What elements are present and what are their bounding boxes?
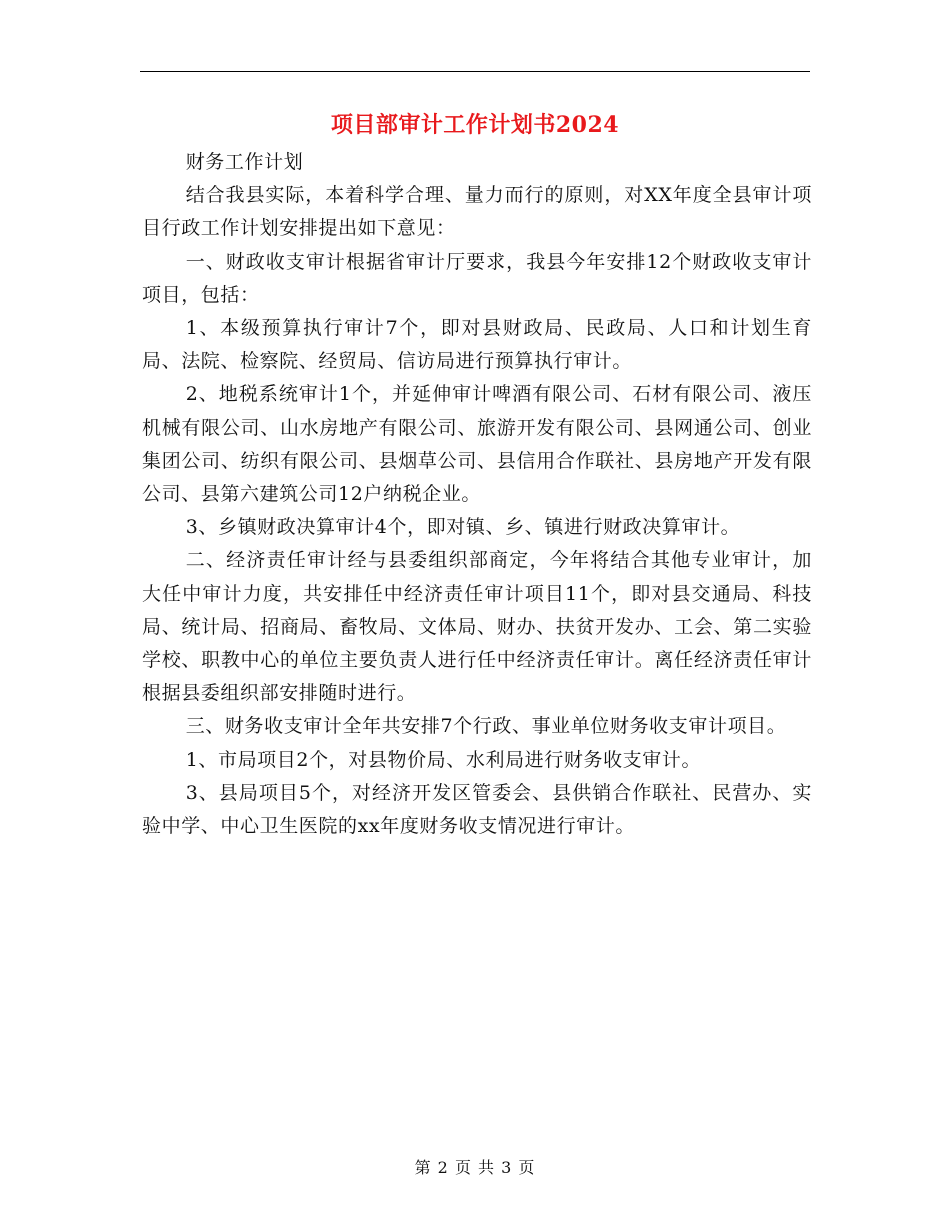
paragraph-item-3-1: 1、市局项目2个，对县物价局、水利局进行财务收支审计。 [185,748,702,771]
paragraph-intro: 结合我县实际，本着科学合理、量力而行的原则，对XX年度全县审计项目行政工作计划安排提出如下意见： [142,184,812,240]
paragraph-section-2: 二、经济责任审计经与县委组织部商定，今年将结合其他专业审计，加大任中审计力度，共安排任中经济责任审计项目11个，即对县交通局、科技局、统计局、招商局、畜牧局、文体局、财办、扶贫开发办、工会、第二实验学校、职教中心的单位主要负责人进行任中经济责任审计。离任经济责任审计根据县委组织部安排随时进行。 [142,549,812,705]
header-rule [140,71,810,72]
paragraph-item-1-1: 1、本级预算执行审计7个，即对县财政局、民政局、人口和计划生育局、法院、检察院、经贸局、信访局进行预算执行审计。 [142,317,812,373]
paragraph-section-3: 三、财务收支审计全年共安排7个行政、事业单位财务收支审计项目。 [185,715,787,738]
document-body [142,146,812,843]
paragraph-item-3-3: 3、县局项目5个，对经济开发区管委会、县供销合作联社、民营办、实验中学、中心卫生医院的xx年度财务收支情况进行审计。 [142,781,812,838]
page-number: 第 2 页 共 3 页 [414,1158,536,1177]
document-title: 项目部审计工作计划书2024 [330,112,620,138]
paragraph-section-1: 一、财政收支审计根据省审计厅要求，我县今年安排12个财政收支审计项目，包括： [142,250,812,306]
paragraph-item-1-3: 3、乡镇财政决算审计4个，即对镇、乡、镇进行财政决算审计。 [185,516,741,539]
paragraph-item-1-2: 2、地税系统审计1个，并延伸审计啤酒有限公司、石材有限公司、液压机械有限公司、山水房地产有限公司、旅游开发有限公司、县网通公司、创业集团公司、纺织有限公司、县烟草公司、县信用合作联社、县房地产开发有限公司、县第六建筑公司12户纳税企业。 [142,383,812,506]
paragraph-heading: 财务工作计划 [185,151,304,173]
